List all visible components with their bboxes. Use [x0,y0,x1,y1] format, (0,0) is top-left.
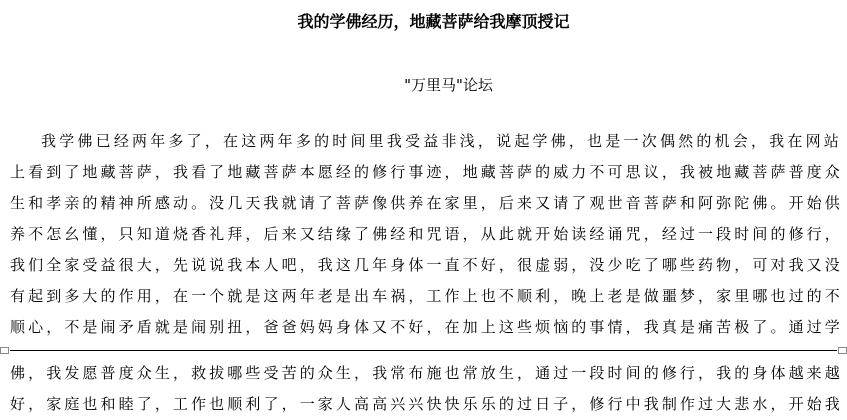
document-source: "万里马"论坛 [404,76,493,94]
paragraph-line: 顺心，不是闹矛盾就是闹别扭，爸爸妈妈身体又不好，在加上这些烦恼的事情，我真是痛苦极了。通过学 [10,318,840,336]
page-break [0,345,847,356]
paragraph-line: 上看到了地藏菩萨，我看了地藏菩萨本愿经的修行事迹，地藏菩萨的威力不可思议，我被地藏菩萨普度众 [10,163,840,181]
paragraph-line: 好，家庭也和睦了，工作也顺利了，一家人高高兴兴快快乐乐的过日子，修行中我制作过大悲水，开始我 [10,395,840,413]
paragraph-line: 生和孝亲的精神所感动。没几天我就请了菩萨像供养在家里，后来又请了观世音菩萨和阿弥陀佛。开始供 [10,194,840,212]
page-break-marker-icon [0,347,9,354]
paragraph-line: 佛，我发愿普度众生，救拔哪些受苦的众生，我常布施也常放生，通过一段时间的修行，我的身体越来越 [10,364,840,382]
paragraph-line: 我们全家受益很大，先说说我本人吧，我这几年身体一直不好，很虚弱，没少吃了哪些药物，可对我又没 [10,256,840,274]
paragraph-line: 有起到多大的作用，在一个就是这两年老是出车祸，工作上也不顺利，晚上老是做噩梦，家里哪也过的不 [10,287,840,305]
paragraph-line: 我学佛已经两年多了，在这两年多的时间里我受益非浅，说起学佛，也是一次偶然的机会，我在网站 [41,132,839,150]
paragraph-line: 养不怎幺懂，只知道烧香礼拜，后来又结缘了佛经和咒语，从此就开始读经诵咒，经过一段时间的修行， [10,225,840,243]
page-break-rule [10,350,837,351]
page-break-marker-icon [838,347,847,354]
document-title: 我的学佛经历，地藏菩萨给我摩顶授记 [297,12,570,31]
